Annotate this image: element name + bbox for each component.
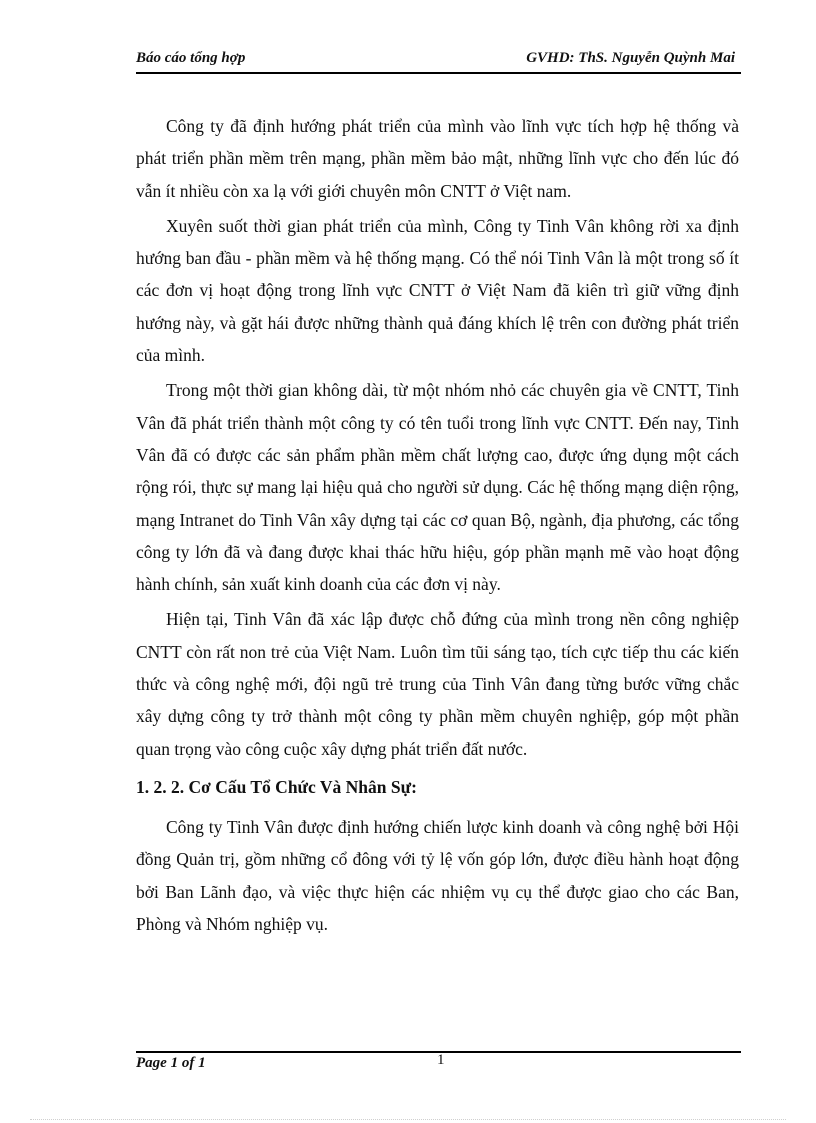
document-body: [136, 110, 739, 943]
footer-page-label: Page 1 of 1: [136, 1055, 206, 1071]
paragraph-3: Trong một thời gian không dài, từ một nhóm nhỏ các chuyên gia về CNTT, Tinh Vân đã phát triển thành một công ty có tên tuổi trong lĩnh vực CNTT. Đến nay, Tinh Vân đã có được các sản phẩm phần mềm chất lượng cao, được ứng dụng một cách rộng rói, thực sự mang lại hiệu quả cho người sử dụng. Các hệ thống mạng diện rộng, mạng Intranet do Tinh Vân xây dựng tại các cơ quan Bộ, ngành, địa phương, các tổng công ty lớn đã và đang được khai thác hữu hiệu, góp phần mạnh mẽ vào hoạt động hành chính, sản xuất kinh doanh của các đơn vị này.: [136, 380, 739, 595]
paragraph-2: Xuyên suốt thời gian phát triển của mình, Công ty Tinh Vân không rời xa định hướng ban đầu - phần mềm và hệ thống mạng. Có thể nói Tinh Vân là một trong số ít các đơn vị hoạt động trong lĩnh vực CNTT ở Việt Nam đã kiên trì giữ vững định hướng này, và gặt hái được những thành quả đáng khích lệ trên con đường phát triển của mình.: [136, 215, 739, 366]
page-bottom-border: [30, 1119, 786, 1120]
header-supervisor: GVHD: ThS. Nguyễn Quỳnh Mai: [526, 50, 735, 66]
page-header: [136, 48, 741, 74]
footer-page-number: 1: [437, 1052, 445, 1068]
paragraph-4: Hiện tại, Tinh Vân đã xác lập được chỗ đứng của mình trong nền công nghiệp CNTT còn rất non trẻ của Việt Nam. Luôn tìm tũi sáng tạo, tích cực tiếp thu các kiến thức và công nghệ mới, đội ngũ trẻ trung của Tinh Vân đang từng bước vững chắc xây dựng công ty trở thành một công ty phần mềm chuyên nghiệp, góp một phần quan trọng vào công cuộc xây dựng phát triển đất nước.: [136, 609, 739, 759]
header-report-title: Báo cáo tổng hợp: [136, 50, 246, 66]
section-heading: 1. 2. 2. Cơ Cấu Tổ Chức Và Nhân Sự:: [136, 776, 417, 797]
paragraph-1: Công ty đã định hướng phát triển của mình vào lĩnh vực tích hợp hệ thống và phát triển phần mềm trên mạng, phần mềm bảo mật, những lĩnh vực cho đến lúc đó vẫn ít nhiều còn xa lạ với giới chuyên môn CNTT ở Việt nam.: [136, 116, 739, 201]
section-paragraph: Công ty Tinh Vân được định hướng chiến lược kinh doanh và công nghệ bởi Hội đồng Quản trị, gồm những cổ đông với tỷ lệ vốn góp lớn, được điều hành hoạt động bởi Ban Lãnh đạo, và việc thực hiện các nhiệm vụ cụ thể được giao cho các Ban, Phòng và Nhóm nghiệp vụ.: [136, 816, 739, 934]
